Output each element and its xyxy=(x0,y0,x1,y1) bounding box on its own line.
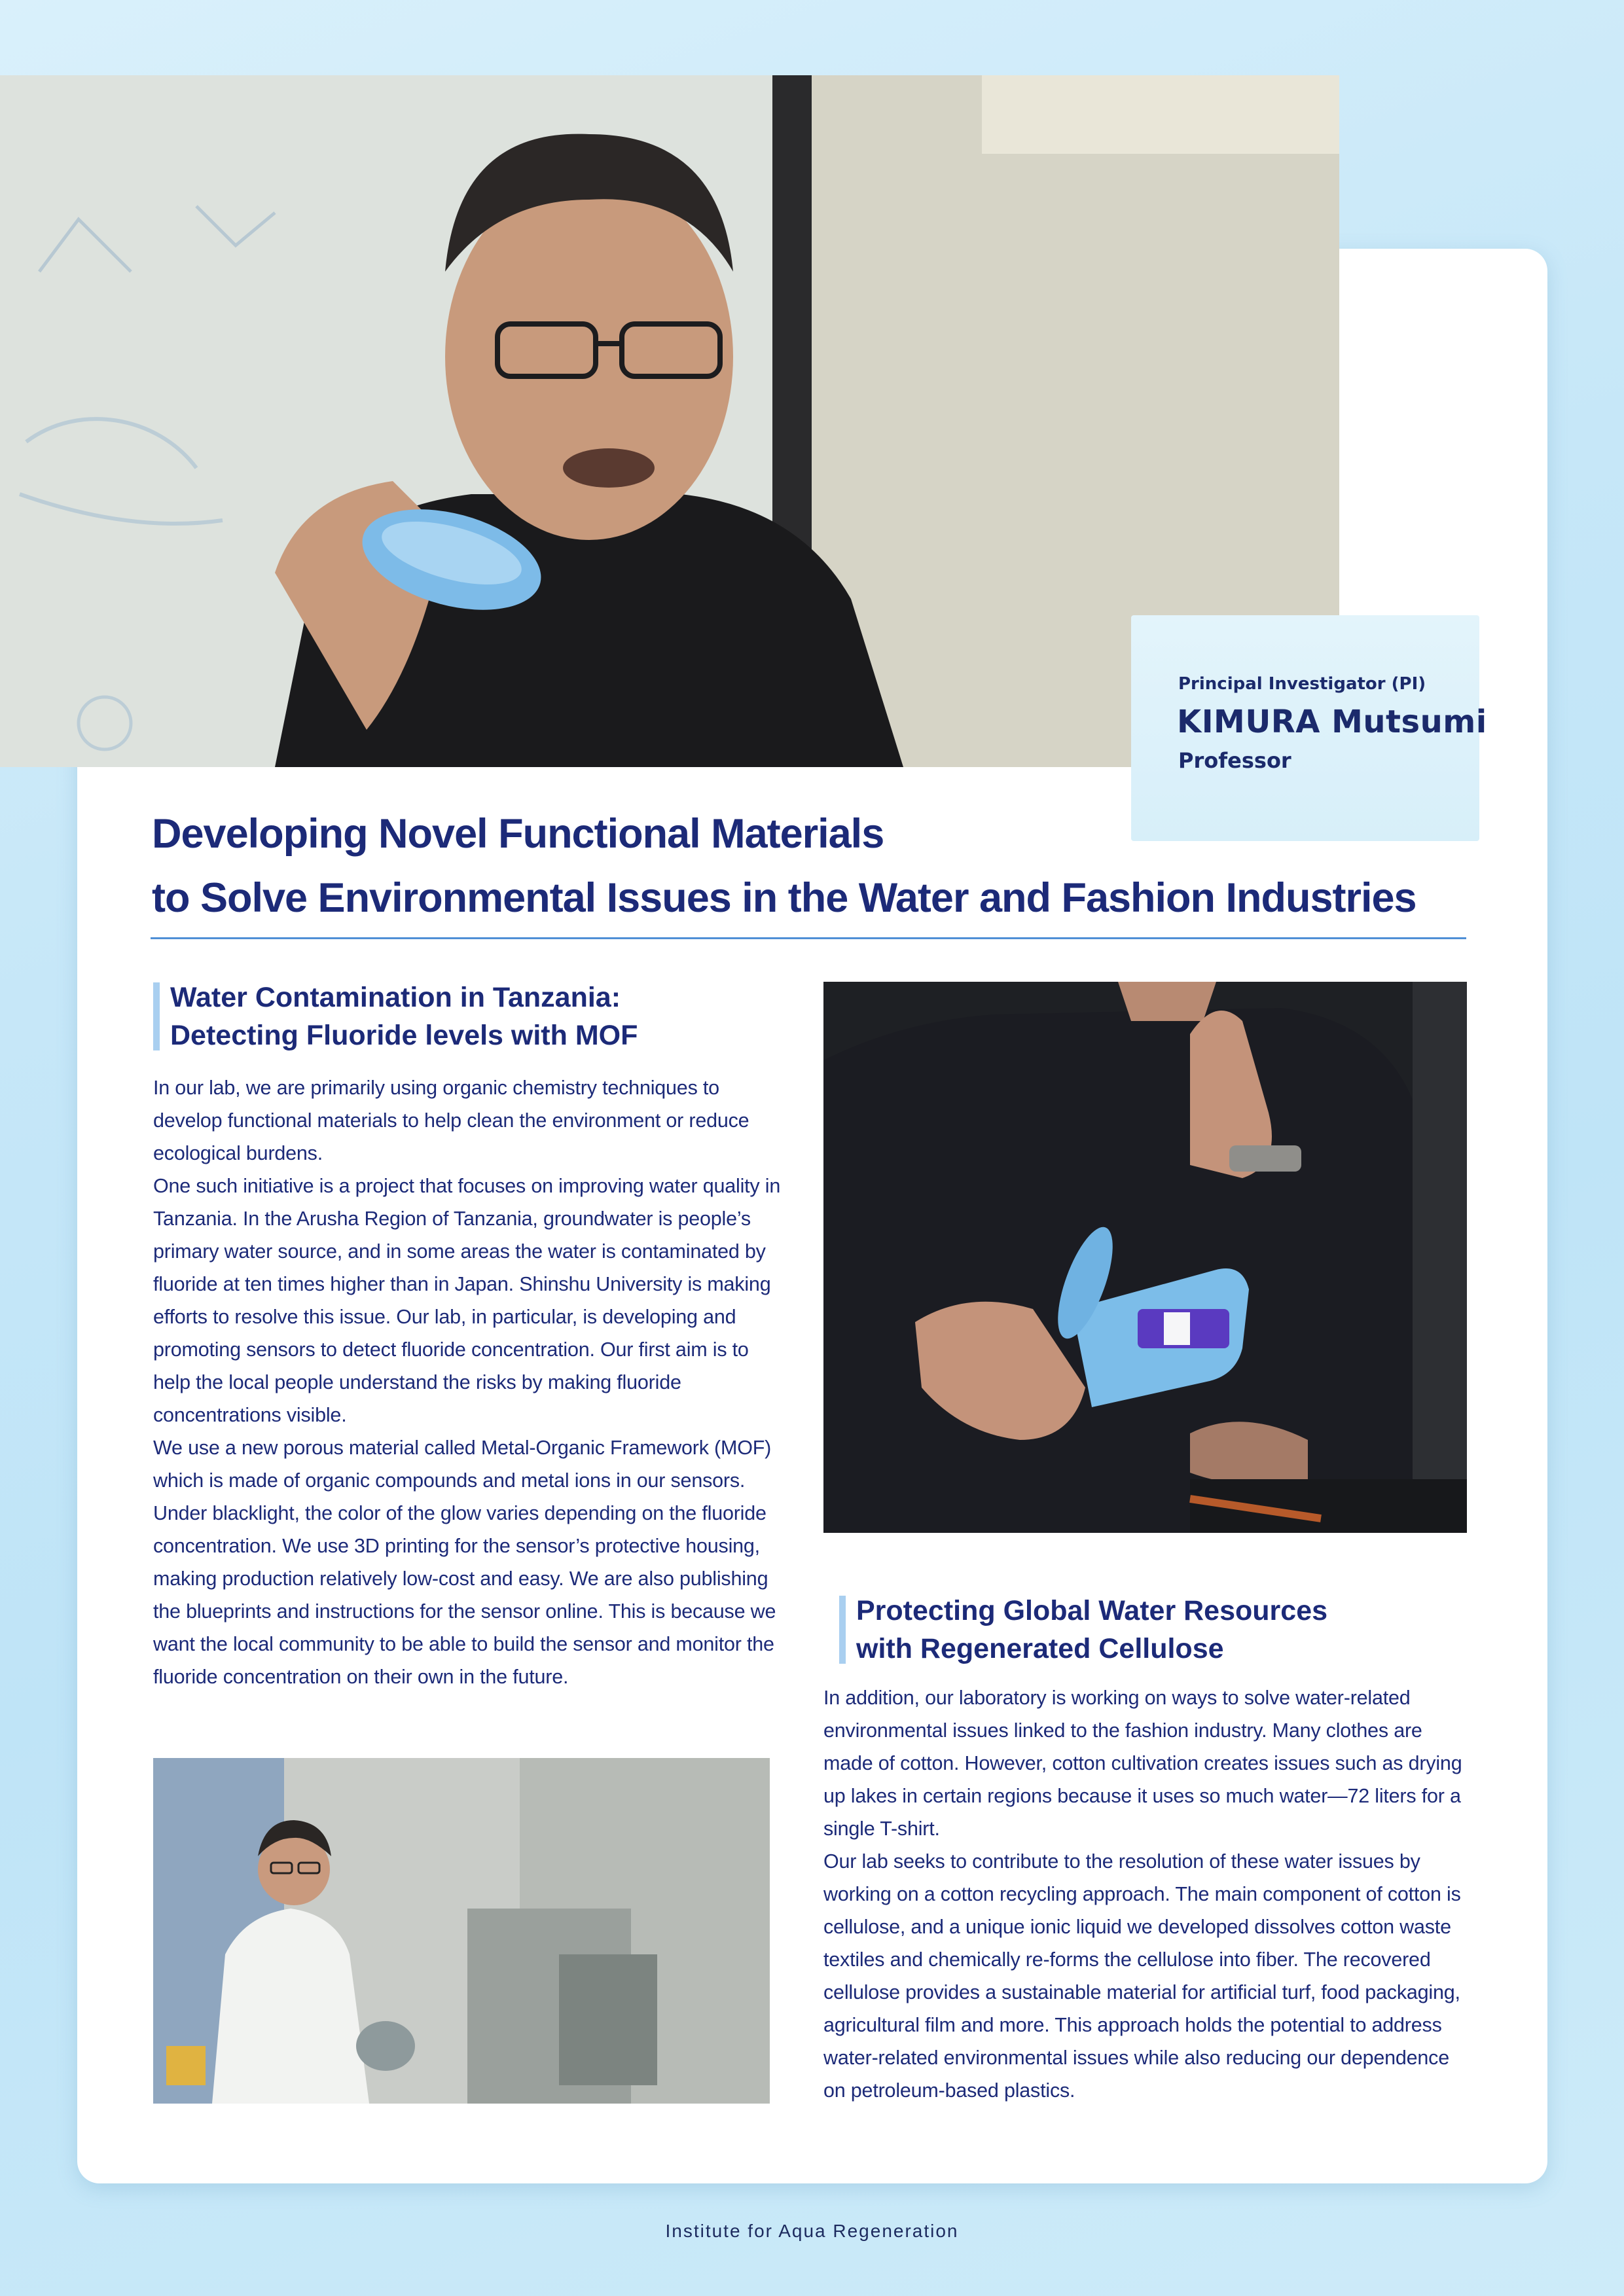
section-2-heading-line-1: Protecting Global Water Resources xyxy=(856,1595,1328,1626)
section-1-body xyxy=(153,1071,785,1693)
section-1-paragraph: In our lab, we are primarily using organic chemistry techniques to develop functional materials to help clean the environment or reduce ecological burdens. xyxy=(153,1077,749,1164)
page-title-line-1: Developing Novel Functional Materials xyxy=(152,811,884,857)
section-2-heading-line-2: with Regenerated Cellulose xyxy=(856,1633,1224,1664)
section-1-heading-line-1: Water Contamination in Tanzania: xyxy=(170,982,621,1013)
section-1-heading xyxy=(153,978,638,1054)
section-1-heading-line-2: Detecting Fluoride levels with MOF xyxy=(170,1020,638,1051)
lab-photo-professor-in-labcoat xyxy=(153,1758,770,2104)
section-2-paragraph: Our lab seeks to contribute to the resolution of these water issues by working on a cotton recycling approach. The main component of cotton is cellulose, and a unique ionic liquid we developed dissolves cotton waste textiles and chemically re-forms the cellulose into fiber. The recovered cellulose provides a sustainable material for artificial turf, food packaging, agricultural film and more. This approach holds the potential to address water-related environmental issues while also reducing our dependence on petroleum-based plastics. xyxy=(823,1850,1461,2102)
pi-role-label: Principal Investigator (PI) xyxy=(1178,674,1426,694)
title-divider xyxy=(151,937,1466,939)
photo-fluoride-sensor-device xyxy=(823,982,1467,1533)
pi-title: Professor xyxy=(1178,748,1291,773)
section-2-paragraph: In addition, our laboratory is working on ways to solve water-related environmental issues linked to the fashion industry. Many clothes are made of cotton. However, cotton cultivation creates issues such as drying up lakes in certain regions because it uses so much water—72 liters for a single T-shirt. xyxy=(823,1687,1462,1840)
section-2-body xyxy=(823,1681,1471,2107)
section-1-paragraph: We use a new porous material called Metal-Organic Framework (MOF) which is made of organic compounds and metal ions in our sensors. Under blacklight, the color of the glow varies depending on the fluoride concentration. We use 3D printing for the sensor’s protective housing, making production relatively low-cost and easy. We are also publishing the blueprints and instructions for the sensor online. This is because we want the local community to be able to build the sensor and monitor the fluoride concentration on their own in the future. xyxy=(153,1437,776,1688)
section-1-paragraph: One such initiative is a project that focuses on improving water quality in Tanzania. In the Arusha Region of Tanzania, groundwater is people’s primary water source, and in some areas the water is contaminated by fluoride at ten times higher than in Japan. Shinshu University is making efforts to resolve this issue. Our lab, in particular, is developing and promoting sensors to detect fluoride concentration. Our first aim is to help the local people understand the risks by making fluoride concentrations visible. xyxy=(153,1175,781,1426)
section-2-heading xyxy=(839,1592,1327,1668)
page-title-line-2: to Solve Environmental Issues in the Water and Fashion Industries xyxy=(152,875,1416,921)
page-title xyxy=(152,802,1500,930)
pi-name: KIMURA Mutsumi xyxy=(1177,704,1487,740)
footer-institute-name: Institute for Aqua Regeneration xyxy=(665,2221,959,2241)
